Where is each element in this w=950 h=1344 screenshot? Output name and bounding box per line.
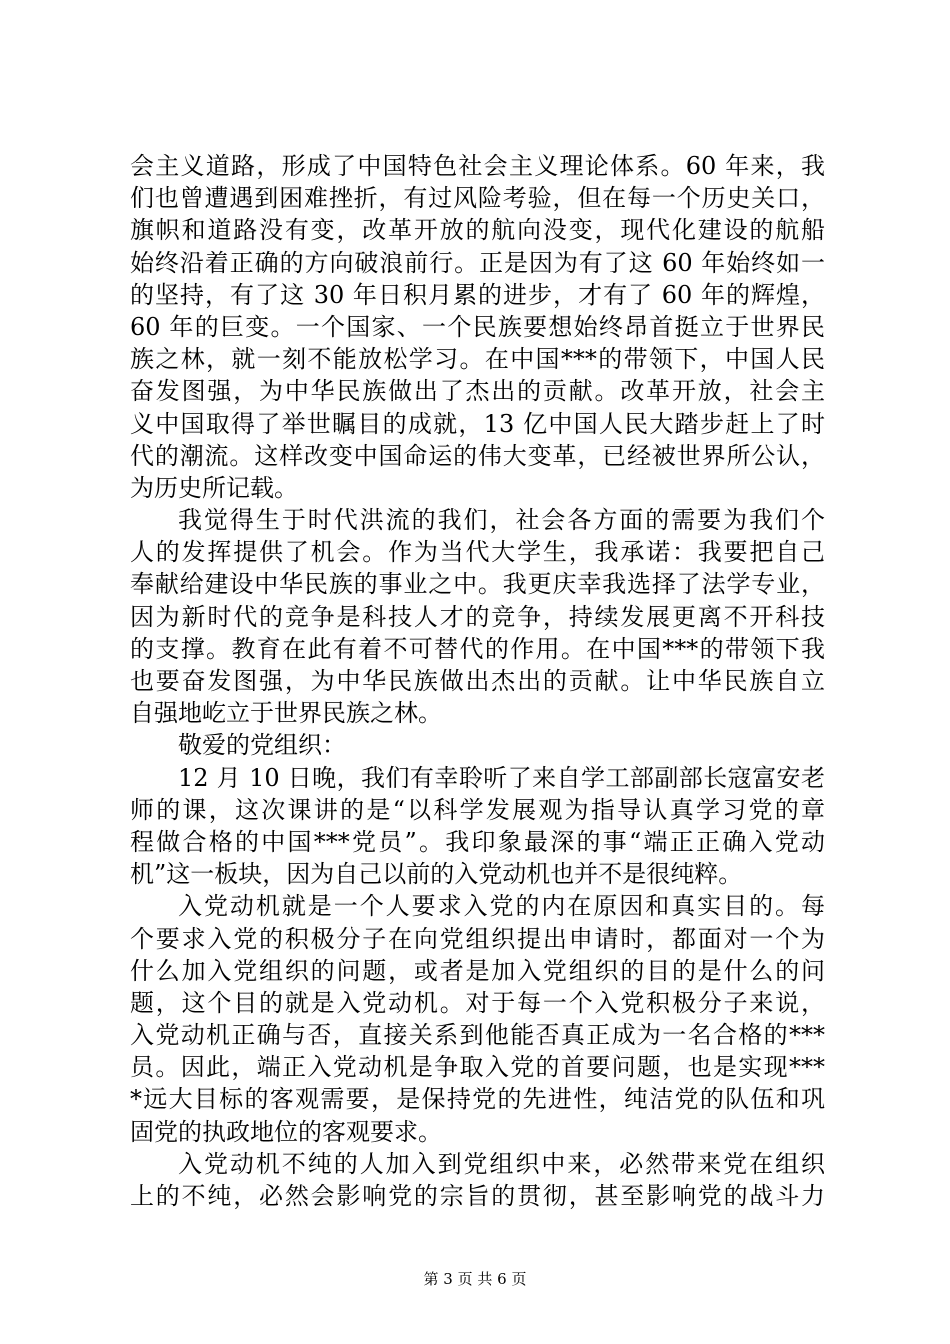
text-line: 自强地屹立于世界民族之林。: [130, 699, 442, 728]
text-line: 师的课，这次课讲的是“以科学发展观为指导认真学习党的章: [130, 795, 825, 824]
text-line: 代的潮流。这样改变中国命运的伟大变革，已经被世界所公认，: [130, 441, 825, 470]
text-line: 也要奋发图强，为中华民族做出杰出的贡献。让中华民族自立: [130, 667, 825, 695]
text-line: 程做合格的中国***党员”。我印象最深的事“端正正确入党动: [130, 827, 825, 856]
text-line: 义中国取得了举世瞩目的成就，13 亿中国人民大踏步赶上了时: [130, 409, 825, 438]
text-line: 题，这个目的就是入党动机。对于每一个入党积极分子来说，: [130, 988, 825, 1017]
page-footer: 第 3 页 共 6 页: [423, 1270, 527, 1288]
text-line: 奋发图强，为中华民族做出了杰出的贡献。改革开放，社会主: [130, 377, 825, 406]
text-line: 员。因此，端正入党动机是争取入党的首要问题，也是实现***: [130, 1053, 825, 1082]
document-body: [130, 150, 825, 1212]
text-line: 上的不纯，必然会影响党的宗旨的贯彻，甚至影响党的战斗力: [130, 1182, 825, 1210]
text-line: 入党动机不纯的人加入到党组织中来，必然带来党在组织: [178, 1149, 825, 1178]
text-line: 入党动机正确与否，直接关系到他能否真正成为一名合格的***: [130, 1021, 825, 1050]
text-line: 因为新时代的竞争是科技人才的竞争，持续发展更离不开科技: [130, 602, 825, 631]
text-line: 们也曾遭遇到困难挫折，有过风险考验，但在每一个历史关口，: [130, 184, 825, 213]
text-line: 的支撑。教育在此有着不可替代的作用。在中国***的带领下我: [130, 634, 825, 663]
text-line: 什么加入党组织的问题，或者是加入党组织的目的是什么的问: [130, 956, 825, 985]
text-line: 为历史所记载。: [130, 473, 298, 502]
text-line: 人的发挥提供了机会。作为当代大学生，我承诺：我要把自己: [130, 538, 825, 567]
text-line: 的坚持，有了这 30 年日积月累的进步，才有了 60 年的辉煌，: [130, 280, 825, 309]
text-line: 敬爱的党组织：: [178, 731, 346, 760]
text-line: 始终沿着正确的方向破浪前行。正是因为有了这 60 年始终如一: [130, 248, 825, 277]
text-line: 机”这一板块，因为自己以前的入党动机也并不是很纯粹。: [130, 860, 743, 889]
text-line: 我觉得生于时代洪流的我们，社会各方面的需要为我们个: [178, 506, 825, 535]
text-line: 会主义道路，形成了中国特色社会主义理论体系。60 年来，我: [130, 152, 825, 180]
text-line: 个要求入党的积极分子在向党组织提出申请时，都面对一个为: [130, 924, 825, 953]
text-line: *远大目标的客观需要，是保持党的先进性，纯洁党的队伍和巩: [130, 1085, 825, 1114]
text-line: 族之林，就一刻不能放松学习。在中国***的带领下，中国人民: [130, 345, 825, 374]
text-line: 奉献给建设中华民族的事业之中。我更庆幸我选择了法学专业，: [130, 570, 825, 599]
text-line: 入党动机就是一个人要求入党的内在原因和真实目的。每: [178, 892, 825, 921]
text-line: 12 月 10 日晚，我们有幸聆听了来自学工部副部长寇富安老: [178, 763, 825, 792]
text-line: 固党的执政地位的客观要求。: [130, 1117, 442, 1146]
text-line: 60 年的巨变。一个国家、一个民族要想始终昂首挺立于世界民: [130, 312, 825, 341]
text-line: 旗帜和道路没有变，改革开放的航向没变，现代化建设的航船: [130, 216, 825, 245]
